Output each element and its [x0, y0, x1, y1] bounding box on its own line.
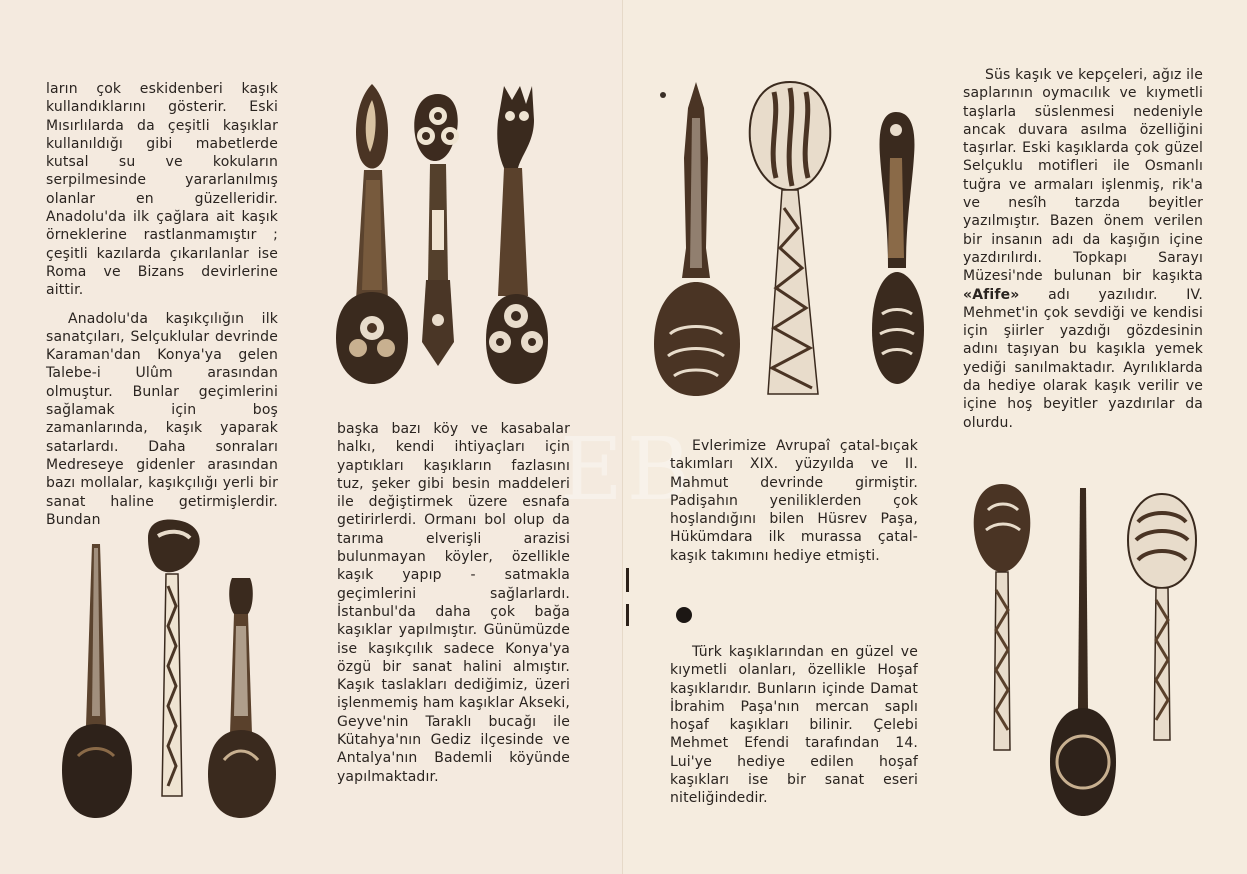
spoon-8 — [750, 82, 830, 394]
paragraph: Anadolu'da kaşıkçılığın ilk sanatçıları, Selçuklular devrinde Karaman'dan Konya'ya gelen Talebe-i Ulûm arasından olmuştur. Bunlar geçimlerini sağlamak için boş zamanlarında, kaşık yaparak satarlardı. Daha sonraları Medreseye gidenler arasından bazı mollalar, kaşıkçılığı yerli bir sanat haline getirmişlerdir. Bundan — [46, 310, 278, 528]
text-column-4 — [963, 66, 1203, 432]
paragraph — [963, 66, 1203, 432]
text-column-1 — [46, 80, 278, 529]
spoon-4 — [62, 544, 132, 818]
spoon-1 — [336, 84, 408, 384]
carved-spoons-illustration-bottom-left — [48, 516, 288, 820]
spoon-11 — [1050, 488, 1116, 816]
watermark: EB — [560, 420, 694, 520]
spoon-10 — [974, 484, 1031, 750]
bold-name: «Afife» — [963, 286, 1020, 303]
fold-mark — [626, 604, 629, 626]
text-column-2 — [337, 420, 570, 786]
spoon-2 — [414, 94, 459, 366]
spoon-7 — [654, 82, 740, 396]
text-after: adı yazılıdır. IV. Mehmet'in çok sevdiği ve kendisi için şiirler yazdığı gözdesinin adını taşıyan bu kaşıkla yemek yediği sanılmaktadır. Ayrılıklarda da hediye olarak kaşık verilir ve içine hoş beyitler yazdırılar da olurdu. — [963, 286, 1203, 431]
spoon-9 — [872, 112, 924, 384]
spoon-3 — [486, 86, 548, 384]
paragraph: Evlerimize Avrupaî çatal-bıçak takımları XIX. yüzyılda ve II. Mahmut devrinde girmiştir. Padişahın yeniliklerden çok hoşlandığını bilen Hüsrev Paşa, Hükümdara ilk murassa çatal-kaşık takımını hediye etmişti. — [670, 438, 918, 564]
spoon-6 — [208, 578, 276, 818]
paragraph: başka bazı köy ve kasabalar halkı, kendi ihtiyaçları için yaptıkları kaşıkların fazlasını tuz, şeker gibi besin maddeleri ile değiştirmek üzere esnafa getirirlerdi. Ormanı bol olup da tarıma elverişli arazisi bulunmayan köyler, özellikle kaşık yapıp - satmakla geçimlerini sağlarlardı. İstanbul'da daha çok bağa kaşıklar yapılmıştır. Günümüzde ise kaşıkçılık sadece Konya'ya özgü bir sanat halini almıştır. Kaşık taslakları dediğimiz, üzeri işlenmemiş ham kaşıklar Akseki, Geyve'nin Taraklı bucağı ile Kütahya'nın Gediz ilçesinde ve Antalya'nın Bademli köyünde yapılmaktadır. — [337, 421, 570, 785]
carved-spoons-illustration-top-right — [650, 78, 946, 400]
carved-spoons-illustration-top-left — [326, 80, 574, 388]
spoon-5 — [148, 520, 200, 796]
bullet-dot — [676, 607, 692, 623]
spoon-12 — [1128, 494, 1196, 740]
text-before: Süs kaşık ve kepçeleri, ağız ile saplarının oymacılık ve kıymetli taşlarla süslenmesi nedeniyle ancak duvara asılma özelliğini taşırlar. Eski kaşıklarda çok güzel Selçuklu motifleri ile Osmanlı tuğra ve armaları işlenmiş, rik'a ve nesîh tarzda beyitler yazılmıştır. Bazen önem verilen bir insanın adı da kaşığın içine yazdırılırdı. Topkapı Sarayı Müzesi'nde bulunan bir kaşıkta — [963, 67, 1203, 285]
text-column-3 — [670, 437, 918, 565]
carved-spoons-illustration-bottom-right — [966, 480, 1206, 834]
paragraph: Türk kaşıklarından en güzel ve kıymetli olanları, özellikle Hoşaf kaşıklarıdır. Bunların içinde Damat İbrahim Paşa'nın mercan saplı hoşaf kaşıkları bilinir. Çelebi Mehmet Efendi tarafından 14. Lui'ye hediye edilen hoşaf kaşıkları ise bir sanat eseri niteliğindedir. — [670, 644, 918, 807]
paragraph: ların çok eskidenberi kaşık kullandıklarını gösterir. Eski Mısırlılarda da çeşitli kaşıklar kullanıldığı gibi mabetlerde kutsal su ve kokuların serpilmesinde yararlanılmış olanlar en güzelleridir. Anadolu'da ilk çağlara ait kaşık örneklerine rastlanmamıştır ; çeşitli kazılarda çıkarılanlar ise Roma ve Bizans devirlerine aittir. — [46, 81, 278, 299]
fold-mark — [626, 568, 629, 592]
text-column-3b — [670, 643, 918, 808]
